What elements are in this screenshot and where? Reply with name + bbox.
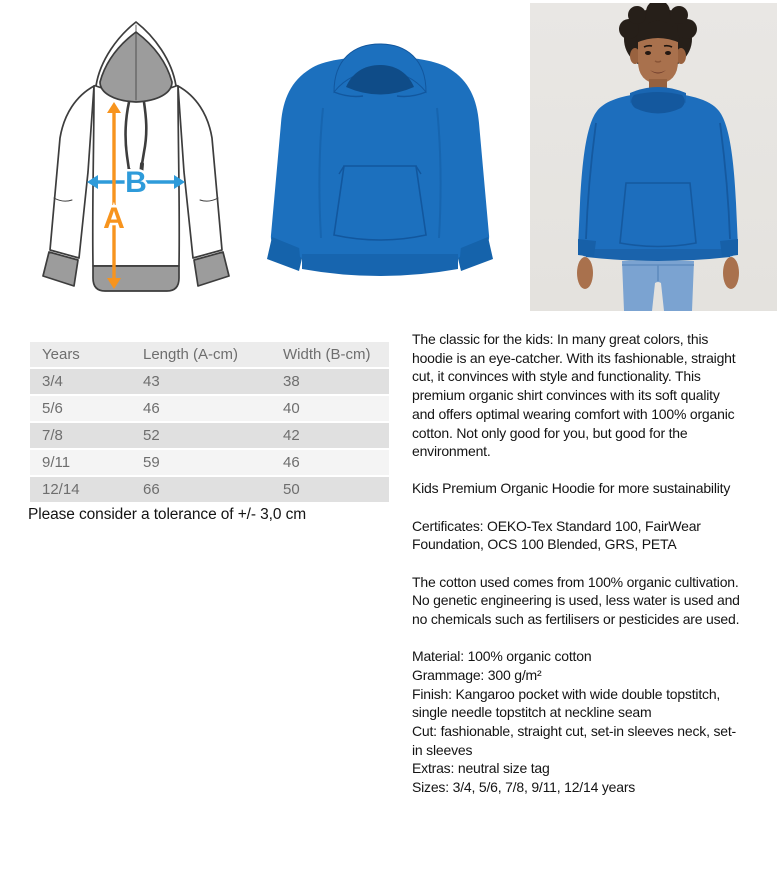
table-row [30, 369, 389, 394]
column-header-years: Years [30, 342, 131, 367]
table-row [30, 450, 389, 475]
length-label: A [103, 202, 125, 235]
spec-line-grammage: Grammage: 300 g/m² [412, 666, 542, 683]
size-measurement-diagram [30, 16, 242, 306]
table-cell: 42 [271, 423, 389, 448]
table-cell: 38 [271, 369, 389, 394]
table-row [30, 396, 389, 421]
table-cell: 3/4 [30, 369, 131, 394]
table-cell: 9/11 [30, 450, 131, 475]
column-header-length: Length (A-cm) [131, 342, 271, 367]
description-paragraph: The cotton used comes from 100% organic cultivation. No genetic engineering is used, less water is used and no chemicals such as fertilisers or pesticides are used. [412, 573, 740, 627]
table-cell: 7/8 [30, 423, 131, 448]
description-paragraph: Certificates: OEKO-Tex Standard 100, FairWear Foundation, OCS 100 Blended, GRS, PETA [412, 517, 701, 553]
table-cell: 59 [131, 450, 271, 475]
spec-line-sizes: Sizes: 3/4, 5/6, 7/8, 9/11, 12/14 years [412, 779, 636, 796]
tolerance-note: Please consider a tolerance of +/- 3,0 cm [28, 506, 307, 523]
table-cell: 46 [131, 396, 271, 421]
spec-line-extras: Extras: neutral size tag [412, 760, 550, 777]
table-row [30, 423, 389, 448]
product-photo [263, 38, 498, 278]
model-photo [530, 3, 777, 311]
column-header-width: Width (B-cm) [271, 342, 389, 367]
description-paragraph: The classic for the kids: In many great colors, this hoodie is an eye-catcher. With its fashionable, straight cut, it convinces with style and functionality. This premium organic shirt convinces with its soft quality and offers optimal wearing comfort with 100% organic cotton. Not only good for you, but good for the environment. [412, 331, 736, 460]
table-cell: 66 [131, 477, 271, 502]
product-description [412, 330, 744, 797]
spec-line-material: Material: 100% organic cotton [412, 648, 592, 665]
table-cell: 43 [131, 369, 271, 394]
table-cell: 5/6 [30, 396, 131, 421]
spec-line-cut: Cut: fashionable, straight cut, set-in sleeves neck, set-in sleeves [412, 722, 736, 758]
table-cell: 12/14 [30, 477, 131, 502]
boy-wearing-hoodie-image [530, 3, 777, 311]
table-cell: 46 [271, 450, 389, 475]
description-paragraph: Kids Premium Organic Hoodie for more sustainability [412, 480, 731, 497]
table-header-row [30, 342, 389, 367]
table-cell: 52 [131, 423, 271, 448]
size-table [30, 340, 389, 504]
table-cell: 40 [271, 396, 389, 421]
table-row [30, 477, 389, 502]
spec-line-finish: Finish: Kangaroo pocket with wide double topstitch, single needle topstitch at neckline seam [412, 685, 721, 721]
width-label: B [125, 166, 147, 199]
blue-hoodie-image [263, 38, 498, 278]
table-cell: 50 [271, 477, 389, 502]
hoodie-line-drawing [30, 16, 242, 306]
